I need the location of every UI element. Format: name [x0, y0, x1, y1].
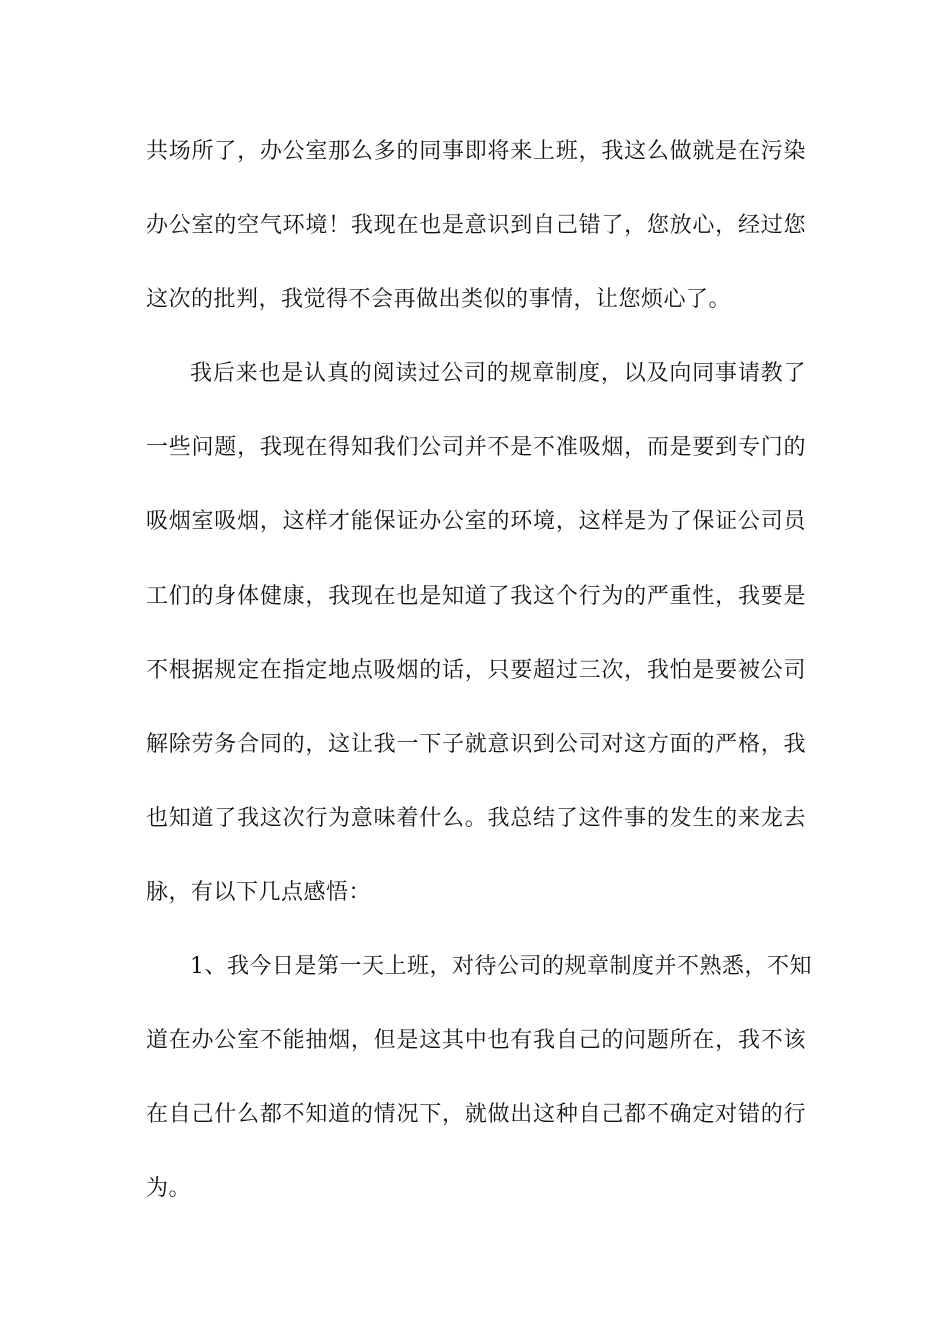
text-line-1: 共场所了，办公室那么多的同事即将来上班，我这么做就是在污染 — [146, 139, 806, 164]
text-line-3: 这次的批判，我觉得不会再做出类似的事情，让您烦心了。 — [146, 287, 732, 312]
text-line-9: 解除劳务合同的，这让我一下子就意识到公司对这方面的严格，我 — [146, 732, 806, 757]
text-line-6: 吸烟室吸烟，这样才能保证办公室的环境，这样是为了保证公司员 — [146, 509, 806, 534]
text-line-5: 一些问题，我现在得知我们公司并不是不准吸烟，而是要到专门的 — [146, 435, 806, 460]
text-line-11: 脉，有以下几点感悟： — [146, 880, 372, 905]
text-line-4: 我后来也是认真的阅读过公司的规章制度，以及向同事请教了 — [190, 361, 806, 386]
text-line-7: 工们的身体健康，我现在也是知道了我这个行为的严重性，我要是 — [146, 584, 806, 609]
text-line-15: 为。 — [146, 1176, 192, 1201]
text-line-13: 道在办公室不能抽烟，但是这其中也有我自己的问题所在，我不该 — [146, 1028, 806, 1053]
text-line-2: 办公室的空气环境！我现在也是意识到自己错了，您放心，经过您 — [146, 213, 806, 238]
text-line-8: 不根据规定在指定地点吸烟的话，只要超过三次，我怕是要被公司 — [146, 658, 806, 683]
text-line-12: 1、我今日是第一天上班，对待公司的规章制度并不熟悉，不知 — [190, 954, 812, 979]
text-line-10: 也知道了我这次行为意味着什么。我总结了这件事的发生的来龙去 — [146, 806, 806, 831]
text-line-14: 在自己什么都不知道的情况下，就做出这种自己都不确定对错的行 — [146, 1102, 806, 1127]
